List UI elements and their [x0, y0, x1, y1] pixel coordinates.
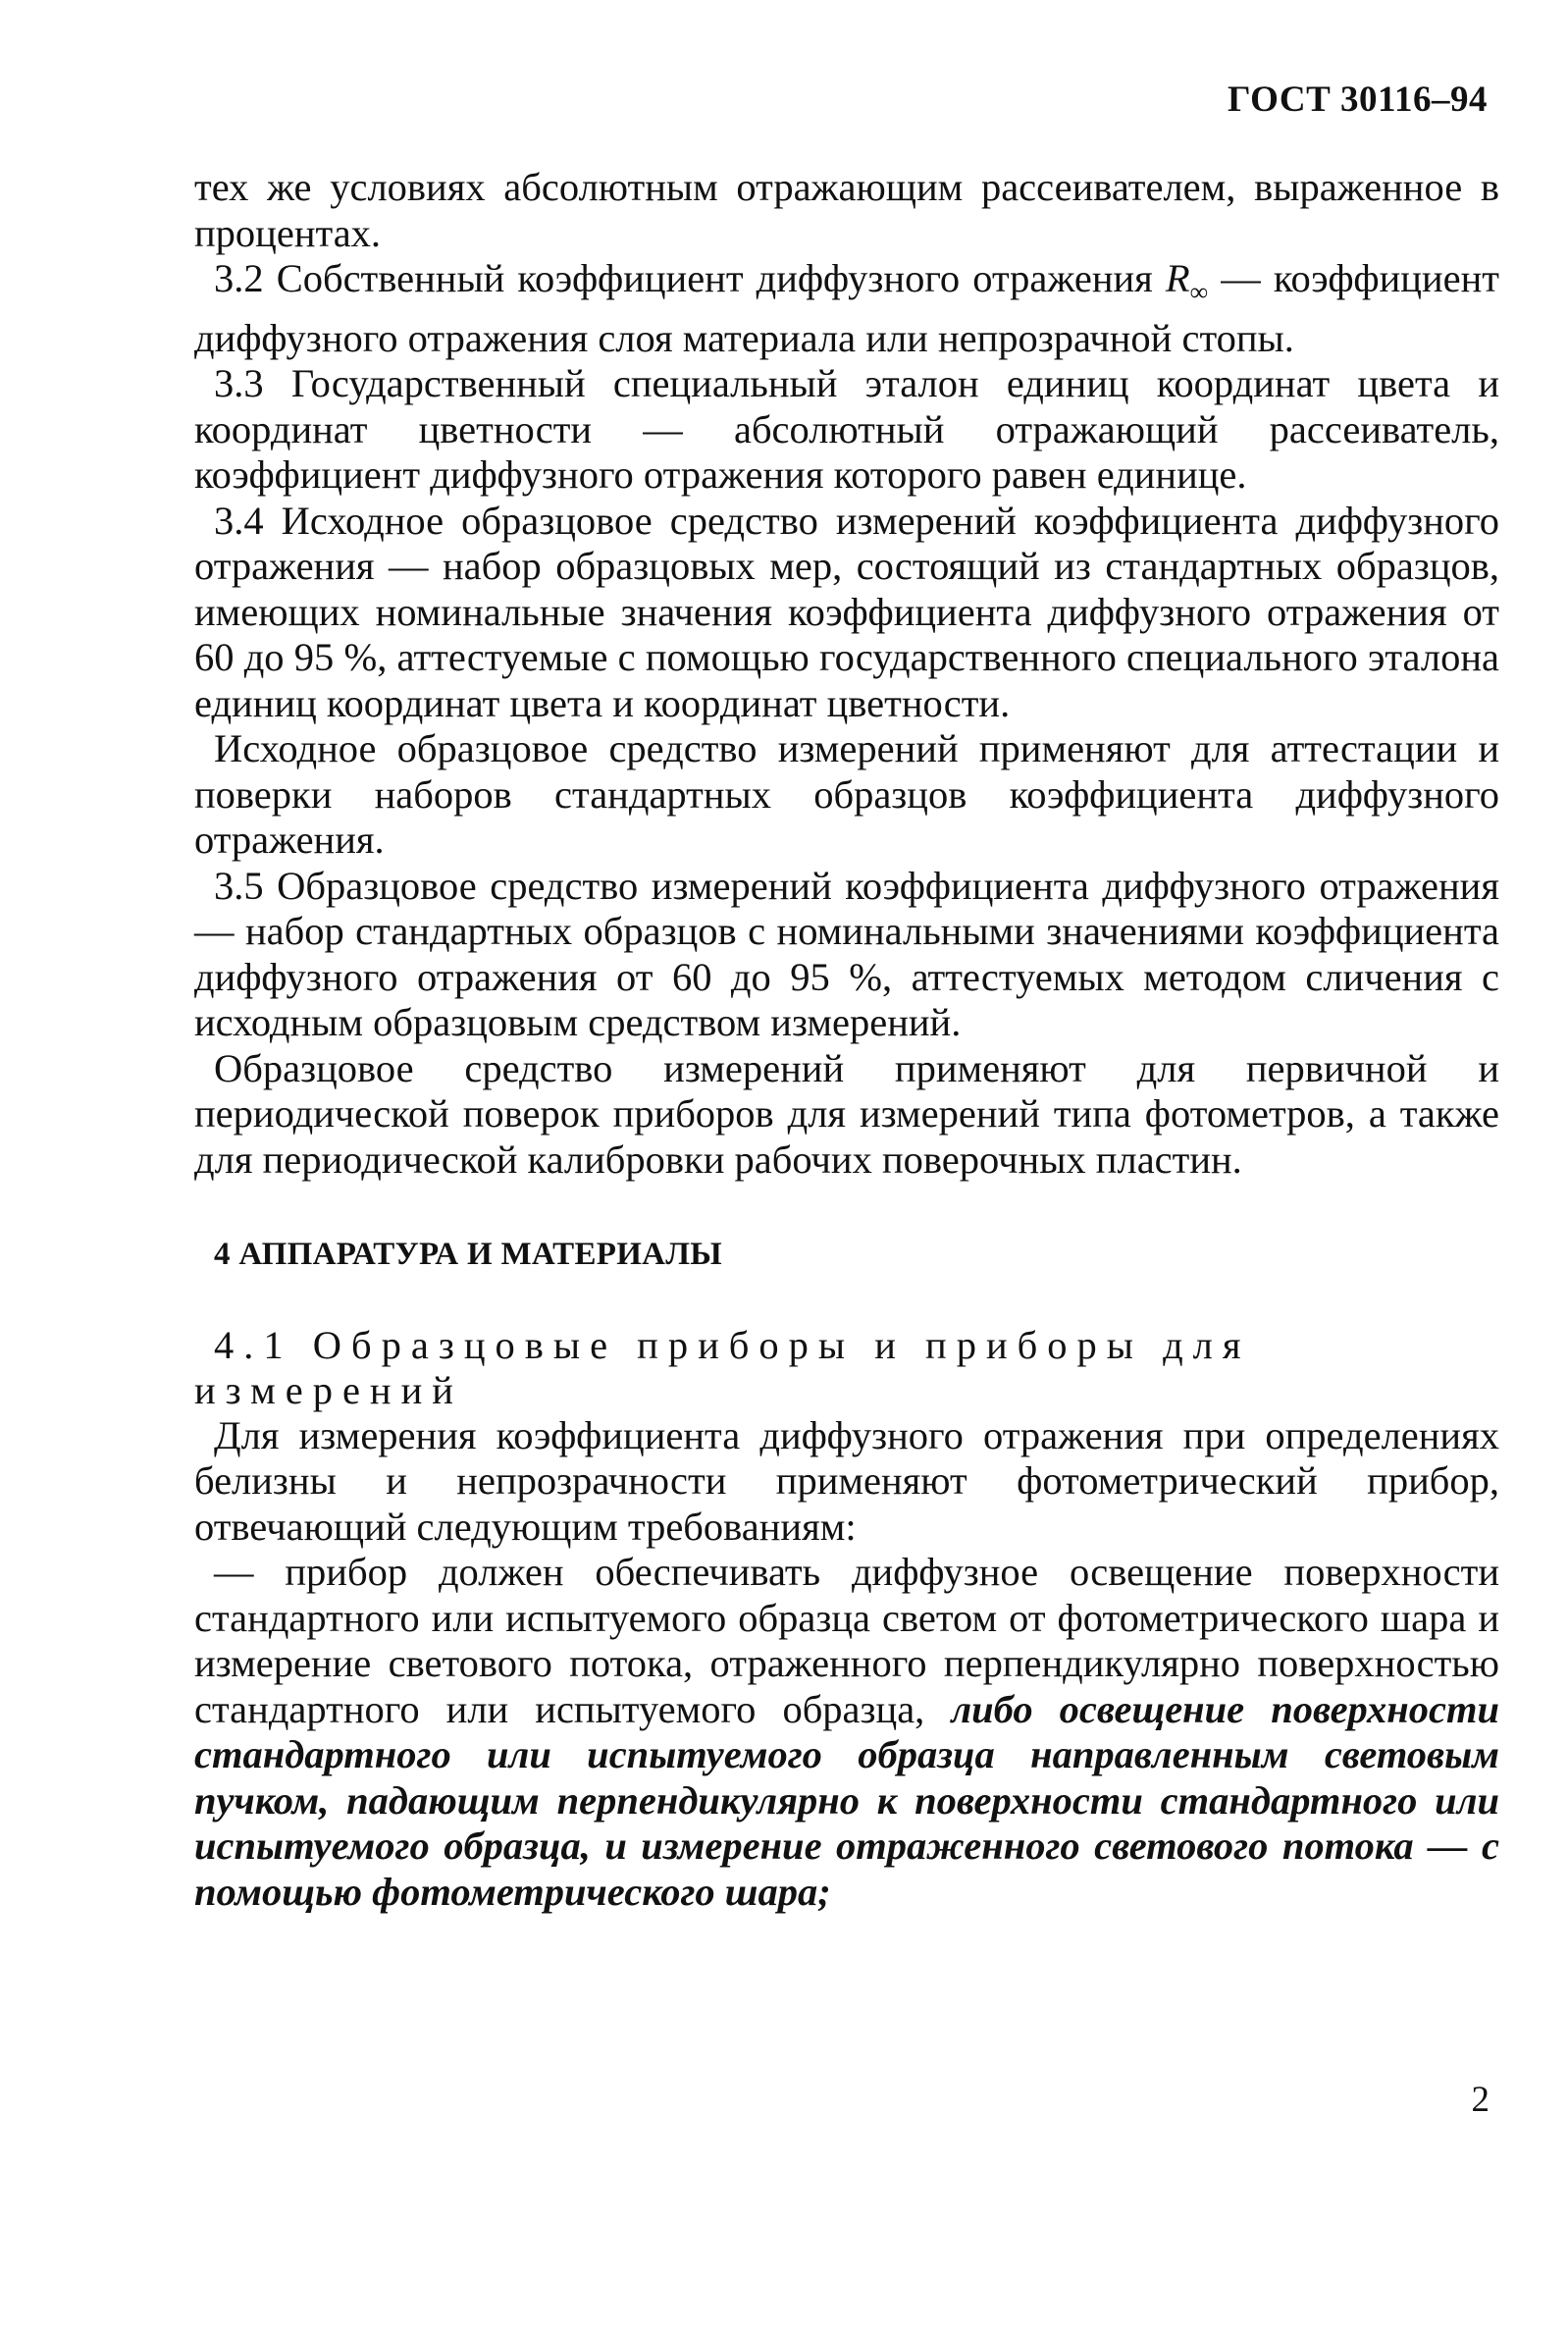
paragraph-3-5-usage: Образцовое средство измерений применяют для первичной и периодической поверок приборов для измерений типа фотометров, а также для периодической калибровки рабочих поверочных пластин.: [194, 1045, 1499, 1182]
subsection-4-1-title: 4.1 Образцовые приборы и приборы для измерений: [194, 1322, 1251, 1412]
requirement-regular-text: — прибор должен обеспечивать диффузное освещение поверхности стандартного или испытуемого образца светом от фотометрического шара и измерение светового потока, отраженного перпендикулярно поверхностью стандартного или испытуемого образца,: [194, 1550, 1499, 1731]
paragraph-3-3: 3.3 Государственный специальный эталон единиц координат цвета и координат цветности — абсолютный отражающий рассеиватель, коэффициент диффузного отражения которого равен единице.: [194, 361, 1499, 498]
paragraph-3-5: 3.5 Образцовое средство измерений коэффициента диффузного отражения — набор стандартных образцов с номинальными значениями коэффициента диффузного отражения от 60 до 95 %, аттестуемых методом сличения с исходным образцовым средством измерений.: [194, 863, 1499, 1045]
paragraph-3-2-suffix: — коэффициент диффузного отражения слоя материала или непрозрачной стопы.: [194, 256, 1499, 360]
paragraph-4-1-requirement: [194, 1550, 1499, 1915]
infinity-subscript: ∞: [1189, 278, 1209, 307]
paragraph-3-4: 3.4 Исходное образцовое средство измерений коэффициента диффузного отражения — набор образцовых мер, состоящий из стандартных образцов, имеющих номинальные значения коэффициента диффузного отражения от 60 до 95 %, аттестуемые с помощью государственного специального эталона единиц координат цвета и координат цветности.: [194, 498, 1499, 725]
paragraph-4-1-intro: Для измерения коэффициента диффузного отражения при определениях белизны и непрозрачности применяют фотометрический прибор, отвечающий следующим требованиям:: [194, 1412, 1499, 1549]
paragraph-3-2: [194, 256, 1499, 361]
page-number: 2: [1471, 2080, 1490, 2120]
paragraph-continuation: тех же условиях абсолютным отражающим рассеивателем, выраженное в процентах.: [194, 165, 1499, 255]
document-body: [194, 165, 1499, 1915]
standard-code-header: ГОСТ 30116–94: [1228, 79, 1488, 120]
paragraph-3-4-usage: Исходное образцовое средство измерений применяют для аттестации и поверки наборов стандартных образцов коэффициента диффузного отражения.: [194, 726, 1499, 863]
r-infinity-symbol: [1165, 256, 1209, 307]
section-4-heading: 4 АППАРАТУРА И МАТЕРИАЛЫ: [214, 1237, 722, 1273]
r-symbol: R: [1165, 256, 1190, 300]
requirement-italic-text: либо освещение поверхности стандартного или испытуемого образца направленным световым пучком, падающим перпендикулярно к поверхности стандартного или испытуемого образца, и измерение отраженного светового потока — с помощью фотометрического шара;: [194, 1686, 1499, 1914]
paragraph-3-2-prefix: 3.2 Собственный коэффициент диффузного отражения: [214, 256, 1166, 300]
